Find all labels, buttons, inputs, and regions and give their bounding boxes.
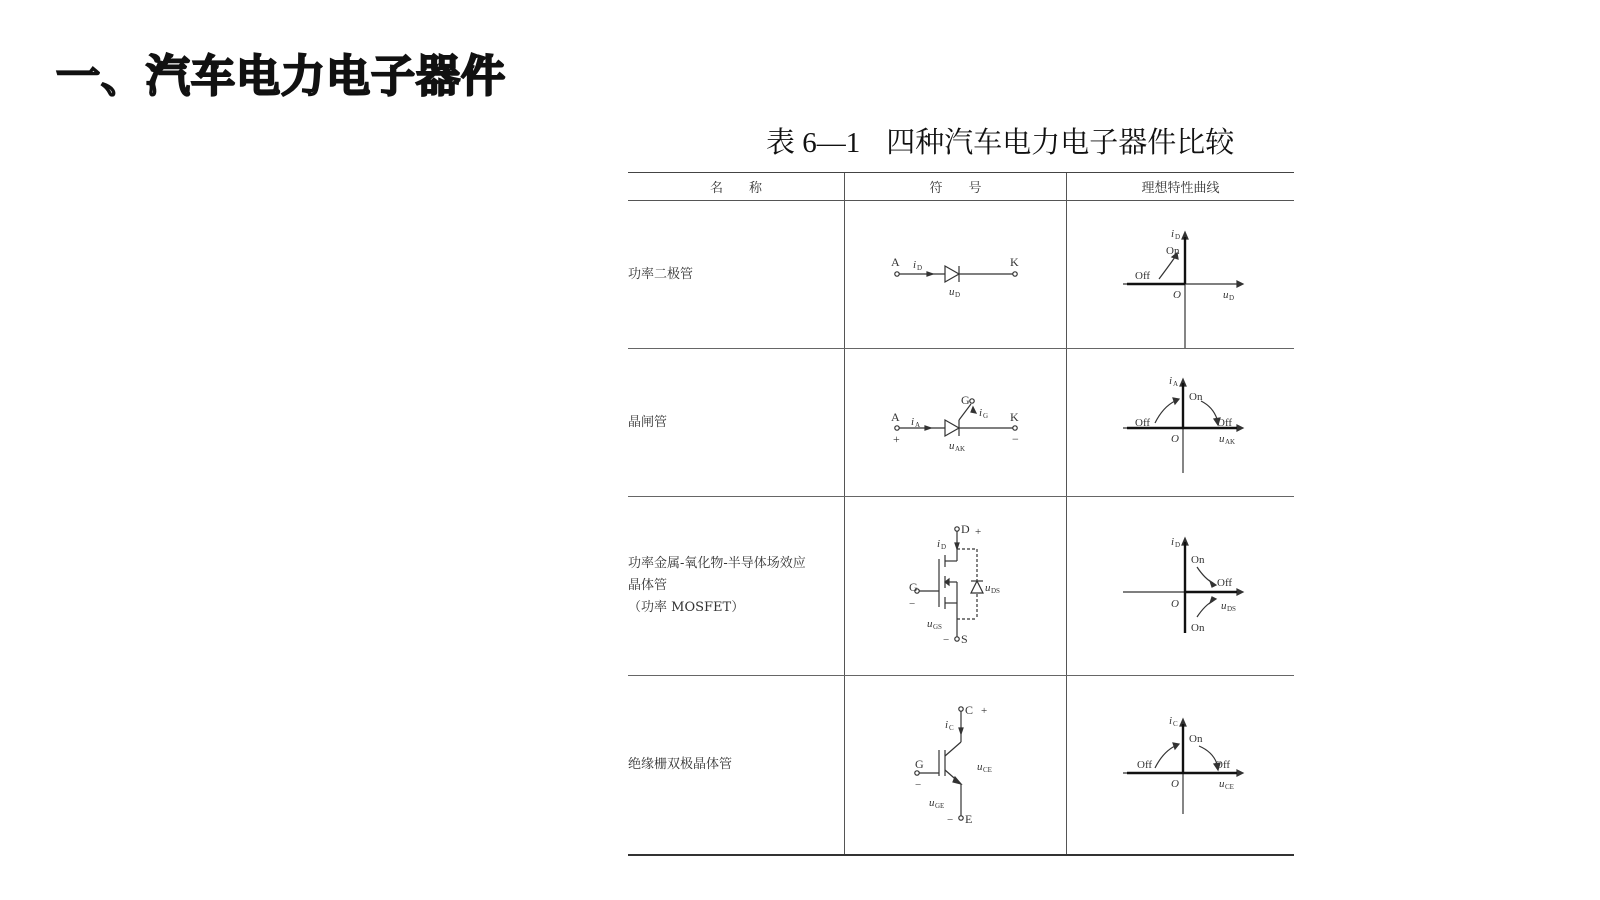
collector-current-label: i bbox=[945, 719, 949, 731]
thyristor-characteristic-curve bbox=[1067, 349, 1294, 496]
slide-title: 一、汽车电力电子器件 bbox=[56, 51, 506, 102]
gate-current-sub: G bbox=[983, 412, 989, 420]
cathode-label: K bbox=[1010, 410, 1019, 424]
collector-current-sub: C bbox=[949, 724, 954, 732]
drain-current-sub: D bbox=[941, 543, 947, 551]
on-label: On bbox=[1166, 245, 1180, 257]
table-row-thyristor bbox=[628, 349, 1294, 497]
y-axis-label: i bbox=[1169, 375, 1173, 387]
uds-sub: DS bbox=[991, 587, 1000, 595]
device-name-mosfet bbox=[628, 497, 845, 676]
device-name: 绝缘栅双极晶体管 bbox=[628, 676, 845, 856]
drain-current-label: i bbox=[937, 538, 941, 550]
uge-label: u bbox=[929, 797, 935, 809]
gate-minus: − bbox=[915, 779, 922, 791]
gate-label: G bbox=[915, 757, 924, 771]
source-label: S bbox=[961, 632, 968, 646]
uds-label: u bbox=[985, 582, 991, 594]
off-left-label: Off bbox=[1135, 417, 1151, 429]
off-right-label: Off bbox=[1215, 759, 1231, 771]
origin-label: O bbox=[1171, 433, 1179, 445]
ugs-label: u bbox=[927, 618, 933, 630]
on-top-label: On bbox=[1191, 554, 1205, 566]
y-axis-sub: D bbox=[1175, 233, 1181, 241]
x-axis-sub: DS bbox=[1227, 605, 1236, 613]
table-row-diode bbox=[628, 201, 1294, 349]
origin-label: O bbox=[1173, 289, 1181, 301]
mosfet-symbol-cell bbox=[845, 497, 1067, 676]
device-name: 功率二极管 bbox=[628, 201, 845, 349]
current-label: i bbox=[913, 259, 917, 271]
header-name: 名 称 bbox=[628, 173, 845, 201]
device-comparison-table bbox=[628, 172, 1294, 856]
anode-current-label: i bbox=[911, 416, 915, 428]
origin-label: O bbox=[1171, 778, 1179, 790]
off-label: Off bbox=[1135, 270, 1151, 282]
header-curve: 理想特性曲线 bbox=[1067, 173, 1295, 201]
gate-current-label: i bbox=[979, 407, 983, 419]
igbt-curve-cell bbox=[1067, 676, 1295, 856]
mosfet-symbol bbox=[845, 497, 1066, 675]
x-axis-label: u bbox=[1219, 778, 1225, 790]
table-caption-text: 四种汽车电力电子器件比较 bbox=[886, 125, 1235, 159]
x-axis-sub: AK bbox=[1225, 438, 1236, 446]
voltage-label: u bbox=[949, 286, 955, 298]
ugs-sub: GS bbox=[933, 623, 942, 631]
y-axis-sub: C bbox=[1173, 720, 1178, 728]
thyristor-curve-cell bbox=[1067, 349, 1295, 497]
y-axis-label: i bbox=[1169, 715, 1173, 727]
diode-characteristic-curve bbox=[1067, 201, 1294, 348]
current-sub: D bbox=[917, 264, 923, 272]
x-axis-label: u bbox=[1223, 289, 1229, 301]
table-caption-number: 表 6—1 bbox=[766, 127, 861, 159]
voltage-sub: AK bbox=[955, 445, 966, 453]
cathode-label: K bbox=[1010, 255, 1019, 269]
emitter-minus: − bbox=[947, 814, 954, 826]
source-minus: − bbox=[943, 634, 950, 646]
y-axis-sub: D bbox=[1175, 541, 1181, 549]
igbt-characteristic-curve bbox=[1067, 676, 1294, 854]
gate-minus: − bbox=[909, 598, 916, 610]
header-symbol: 符 号 bbox=[845, 173, 1067, 201]
table-caption bbox=[766, 120, 1234, 161]
device-name-line2: 晶体管 bbox=[628, 578, 668, 593]
thyristor-symbol bbox=[845, 349, 1066, 496]
device-name: 晶闸管 bbox=[628, 349, 845, 497]
mosfet-curve-cell bbox=[1067, 497, 1295, 676]
diode-curve-cell bbox=[1067, 201, 1295, 349]
off-right-label: Off bbox=[1217, 417, 1233, 429]
mosfet-characteristic-curve bbox=[1067, 497, 1294, 675]
igbt-symbol bbox=[845, 676, 1066, 854]
y-axis-sub: A bbox=[1173, 380, 1179, 388]
thyristor-symbol-cell bbox=[845, 349, 1067, 497]
diode-symbol-cell bbox=[845, 201, 1067, 349]
uge-sub: GE bbox=[935, 802, 945, 810]
device-name-line1: 功率金属-氧化物-半导体场效应 bbox=[628, 556, 806, 571]
origin-label: O bbox=[1171, 598, 1179, 610]
on-bottom-label: On bbox=[1191, 622, 1205, 634]
collector-label: C bbox=[965, 703, 974, 717]
table-row-mosfet bbox=[628, 497, 1294, 676]
anode-label: A bbox=[891, 255, 900, 269]
igbt-symbol-cell bbox=[845, 676, 1067, 856]
x-axis-label: u bbox=[1219, 433, 1225, 445]
on-label: On bbox=[1189, 733, 1203, 745]
voltage-label: u bbox=[949, 440, 955, 452]
emitter-label: E bbox=[965, 812, 973, 826]
table-header-row bbox=[628, 173, 1294, 201]
x-axis-sub: D bbox=[1229, 294, 1235, 302]
x-axis-label: u bbox=[1221, 600, 1227, 612]
y-axis-label: i bbox=[1171, 536, 1175, 548]
table-row-igbt bbox=[628, 676, 1294, 856]
diode-symbol bbox=[845, 201, 1066, 348]
drain-plus: + bbox=[975, 526, 982, 538]
plus-sign: + bbox=[893, 432, 900, 446]
x-axis-sub: CE bbox=[1225, 783, 1234, 791]
gate-label: G bbox=[909, 580, 918, 594]
voltage-sub: D bbox=[955, 291, 961, 299]
off-label: Off bbox=[1217, 577, 1233, 589]
on-label: On bbox=[1189, 391, 1203, 403]
device-name-line3: （功率 MOSFET） bbox=[628, 600, 745, 615]
uce-sub: CE bbox=[983, 766, 992, 774]
gate-label: G bbox=[961, 393, 970, 407]
drain-label: D bbox=[961, 522, 970, 536]
minus-sign: − bbox=[1012, 432, 1019, 446]
anode-label: A bbox=[891, 410, 900, 424]
anode-current-sub: A bbox=[915, 421, 921, 429]
uce-label: u bbox=[977, 761, 983, 773]
off-left-label: Off bbox=[1137, 759, 1153, 771]
y-axis-label: i bbox=[1171, 228, 1175, 240]
collector-plus: + bbox=[981, 705, 988, 717]
